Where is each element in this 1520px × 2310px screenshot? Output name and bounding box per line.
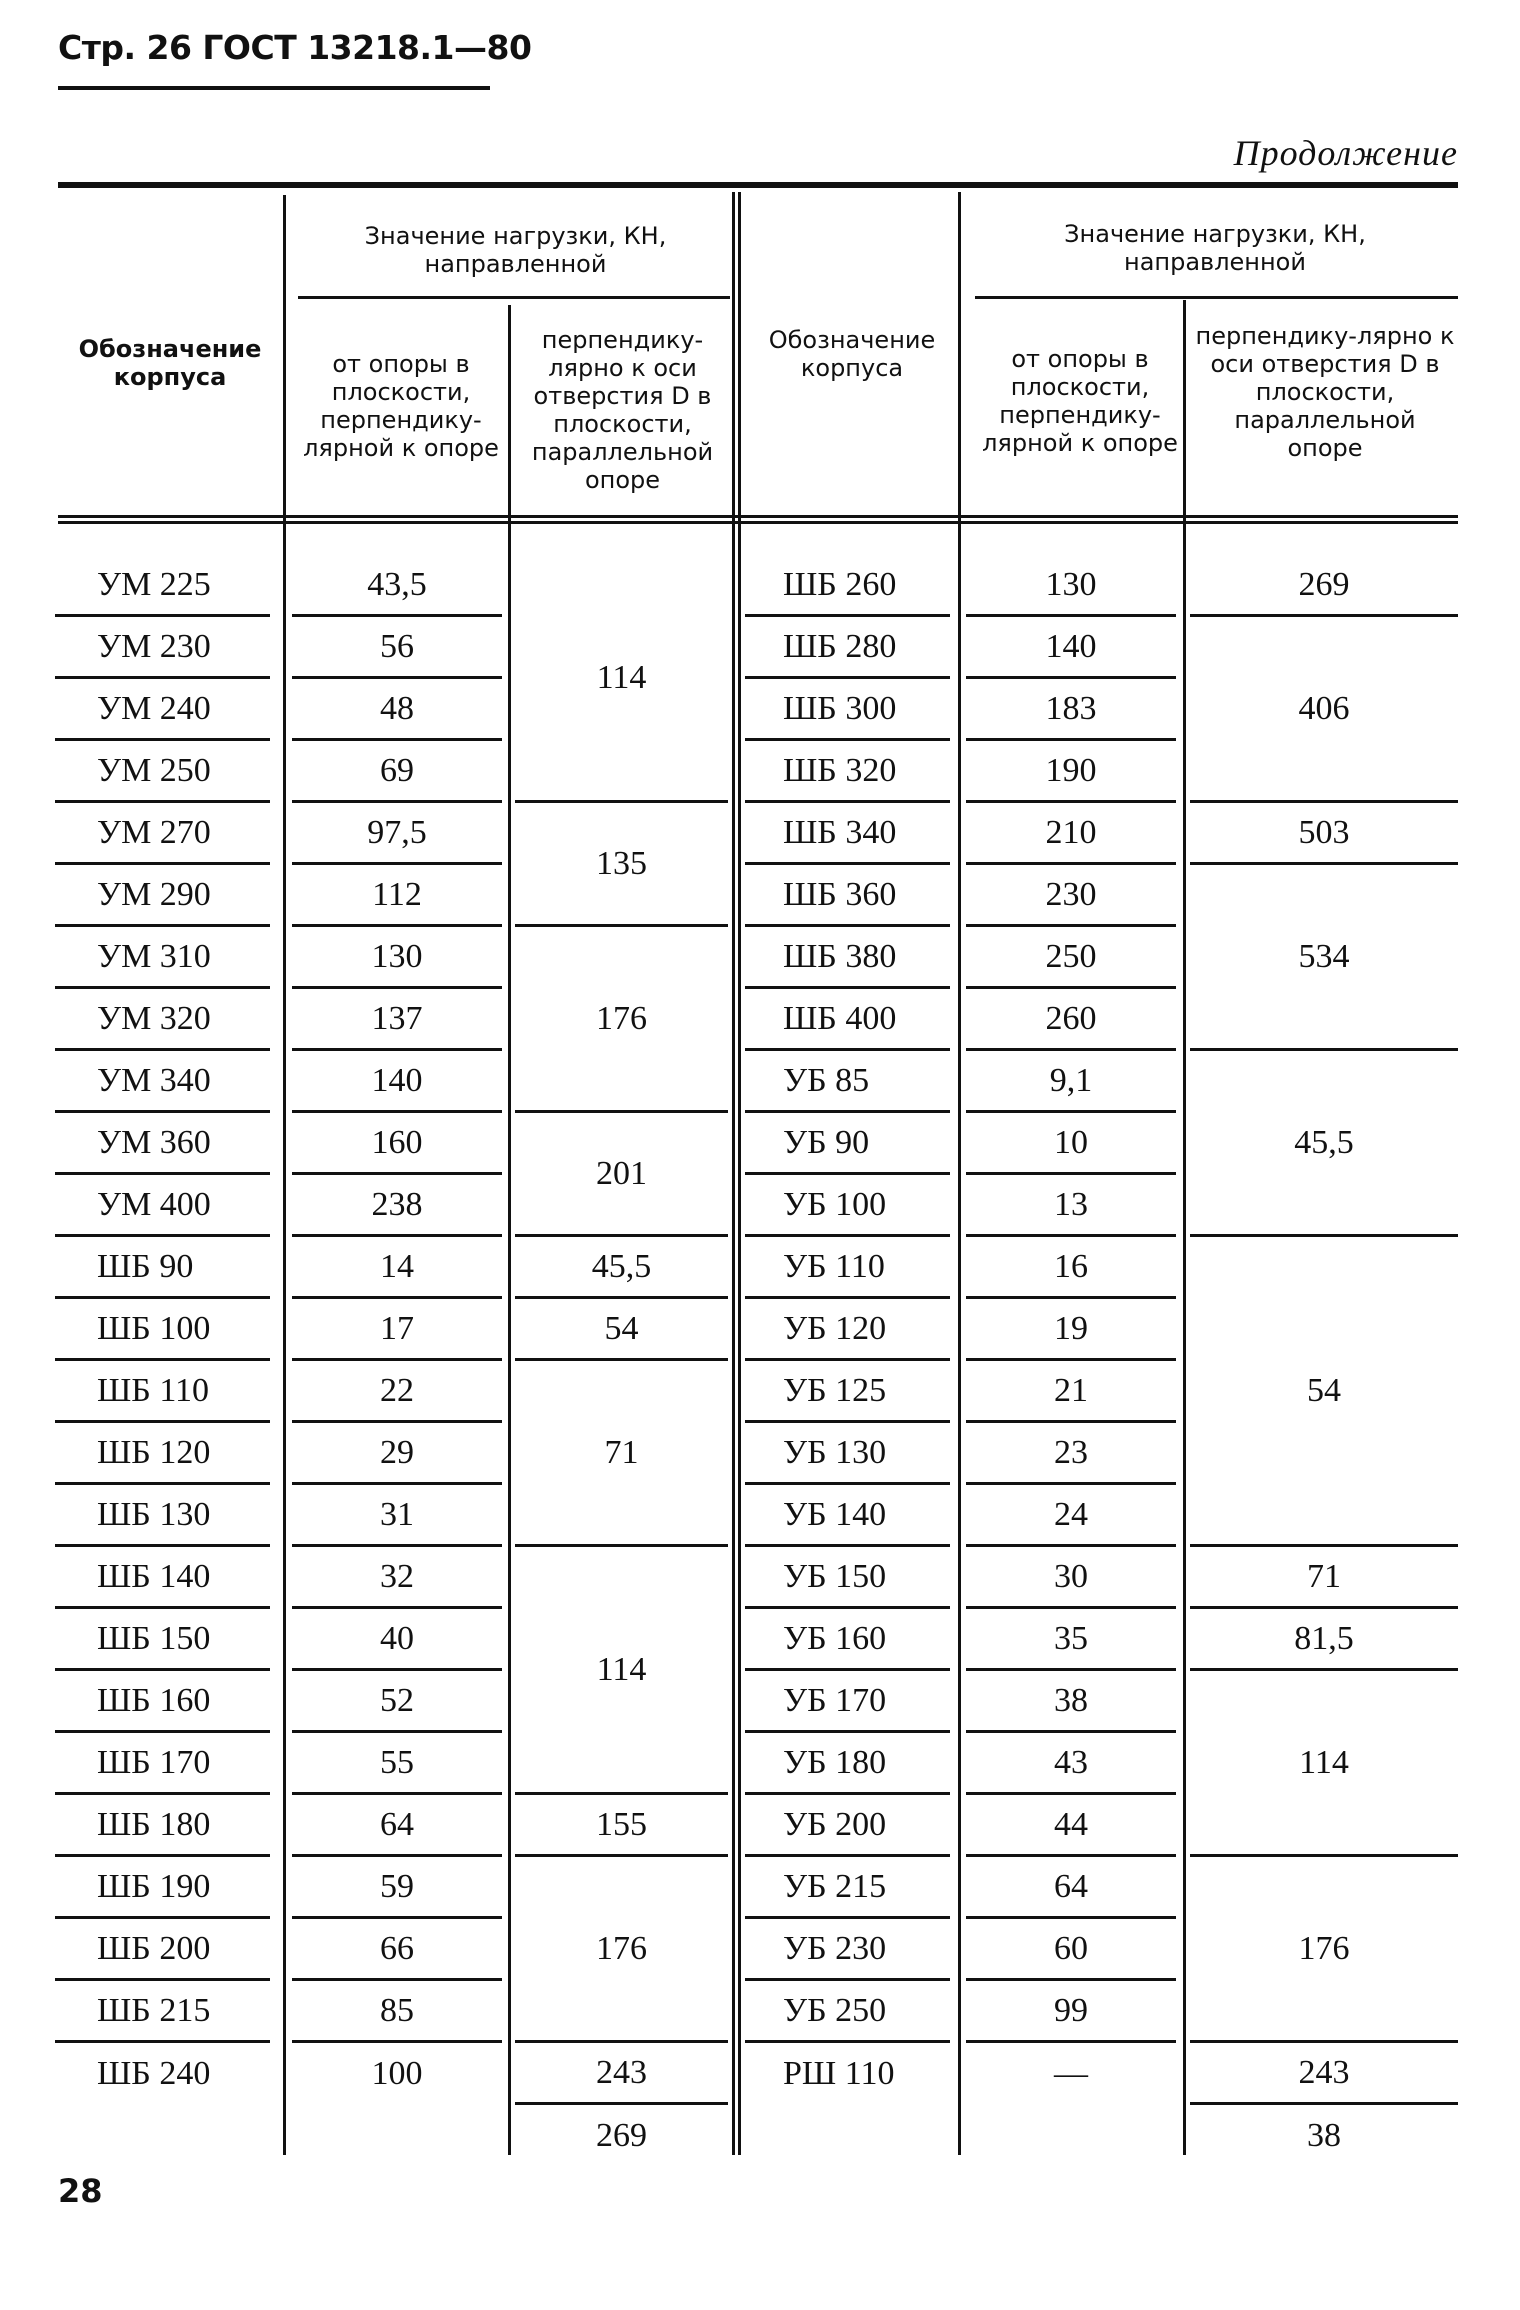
row-from-support: 32 (292, 1547, 502, 1609)
row-designation: УМ 340 (55, 1051, 270, 1113)
row-from-support: 30 (966, 1547, 1176, 1609)
row-designation: ШБ 380 (745, 927, 950, 989)
row-from-support: 9,1 (966, 1051, 1176, 1113)
row-designation: УБ 180 (745, 1733, 950, 1795)
row-designation: ШБ 240 (97, 2055, 211, 2092)
row-designation: ШБ 200 (55, 1919, 270, 1981)
row-perpendicular: 54 (1190, 1237, 1458, 1547)
row-from-support: 44 (966, 1795, 1176, 1857)
row-designation: УБ 250 (745, 1981, 950, 2043)
row-from-support: 22 (292, 1361, 502, 1423)
row-perpendicular: 503 (1190, 803, 1458, 865)
row-designation: ШБ 190 (55, 1857, 270, 1919)
row-from-support: 23 (966, 1423, 1176, 1485)
row-designation: ШБ 150 (55, 1609, 270, 1671)
row-from-support: 14 (292, 1237, 502, 1299)
row-perpendicular: 201 (515, 1113, 728, 1237)
col-divider-2 (508, 305, 511, 2155)
row-perpendicular: 81,5 (1190, 1609, 1458, 1671)
row-designation: ШБ 215 (55, 1981, 270, 2043)
row-from-support: 31 (292, 1485, 502, 1547)
row-from-support: 19 (966, 1299, 1176, 1361)
row-perpendicular: 243 (1190, 2043, 1458, 2105)
row-designation: ШБ 180 (55, 1795, 270, 1857)
row-designation: ШБ 170 (55, 1733, 270, 1795)
col-perpendicular-left: перпендику-лярно к оси отверстия D в плоскости, параллельной опоре (531, 326, 714, 494)
row-from-support: 56 (292, 617, 502, 679)
row-perpendicular: 406 (1190, 617, 1458, 803)
row-from-support: 260 (966, 989, 1176, 1051)
row-from-support: 35 (966, 1609, 1176, 1671)
row-perpendicular: 155 (515, 1795, 728, 1857)
row-from-support: 137 (292, 989, 502, 1051)
col-divider-1 (283, 195, 286, 2155)
row-from-support: 190 (966, 741, 1176, 803)
row-designation: ШБ 280 (745, 617, 950, 679)
row-from-support: 66 (292, 1919, 502, 1981)
row-designation: УБ 130 (745, 1423, 950, 1485)
row-designation: УБ 125 (745, 1361, 950, 1423)
row-perpendicular: 54 (515, 1299, 728, 1361)
row-from-support: 112 (292, 865, 502, 927)
row-designation: УМ 310 (55, 927, 270, 989)
row-from-support: 250 (966, 927, 1176, 989)
header-rule (58, 86, 490, 90)
row-perpendicular: 176 (515, 927, 728, 1113)
row-from-support: 40 (292, 1609, 502, 1671)
row-from-support: 13 (966, 1175, 1176, 1237)
row-from-support: 140 (966, 617, 1176, 679)
row-from-support: 17 (292, 1299, 502, 1361)
row-from-support: 43,5 (292, 555, 502, 617)
row-designation: ШБ 120 (55, 1423, 270, 1485)
row-from-support: 183 (966, 679, 1176, 741)
header-subdivider-left (298, 296, 730, 299)
row-perpendicular: 45,5 (515, 1237, 728, 1299)
row-perpendicular: 243 (515, 2043, 728, 2105)
page-header: Стр. 26 ГОСТ 13218.1—80 (58, 28, 532, 67)
row-perpendicular: 269 (596, 2117, 647, 2154)
row-perpendicular: 71 (1190, 1547, 1458, 1609)
col-perpendicular-right: перпендику-лярно к оси отверстия D в плоскости, параллельной опоре (1195, 322, 1455, 462)
row-designation: УМ 225 (55, 555, 270, 617)
row-from-support: 59 (292, 1857, 502, 1919)
row-from-support: 210 (966, 803, 1176, 865)
continuation-label: Продолжение (1233, 133, 1458, 173)
row-designation: ШБ 140 (55, 1547, 270, 1609)
row-designation: УМ 270 (55, 803, 270, 865)
row-from-support: 43 (966, 1733, 1176, 1795)
col-load-group-right: Значение нагрузки, КН, направленной (1064, 220, 1366, 276)
row-from-support: 24 (966, 1485, 1176, 1547)
page-number: 28 (58, 2172, 103, 2210)
row-designation: УБ 140 (745, 1485, 950, 1547)
col-divider-5 (1183, 300, 1186, 2155)
row-from-support: 69 (292, 741, 502, 803)
row-designation: УМ 240 (55, 679, 270, 741)
row-perpendicular: 176 (1190, 1857, 1458, 2043)
row-designation: УМ 360 (55, 1113, 270, 1175)
row-designation: УБ 200 (745, 1795, 950, 1857)
row-from-support: 64 (292, 1795, 502, 1857)
row-perpendicular: 114 (1190, 1671, 1458, 1857)
row-from-support: 97,5 (292, 803, 502, 865)
col-divider-center-b (738, 192, 741, 2155)
row-designation: УМ 250 (55, 741, 270, 803)
row-designation: ШБ 110 (55, 1361, 270, 1423)
row-from-support: 238 (292, 1175, 502, 1237)
row-designation: ШБ 130 (55, 1485, 270, 1547)
row-designation: УБ 100 (745, 1175, 950, 1237)
row-perpendicular: 38 (1307, 2117, 1341, 2154)
row-designation: УБ 230 (745, 1919, 950, 1981)
row-designation: УМ 320 (55, 989, 270, 1051)
col-designation-left: Обозначение корпуса (78, 335, 262, 391)
table-top-rule (58, 182, 1458, 188)
row-designation: УБ 160 (745, 1609, 950, 1671)
row-from-support: — (1054, 2055, 1088, 2092)
row-perpendicular: 45,5 (1190, 1051, 1458, 1237)
row-from-support: 130 (966, 555, 1176, 617)
row-perpendicular: 135 (515, 803, 728, 927)
col-divider-center-a (732, 192, 735, 2155)
col-from-support-left: от опоры в плоскости, перпендику-лярной к опоре (303, 350, 499, 462)
row-designation: УМ 290 (55, 865, 270, 927)
row-perpendicular: 114 (515, 555, 728, 803)
row-designation: УБ 120 (745, 1299, 950, 1361)
row-designation: УМ 400 (55, 1175, 270, 1237)
row-from-support: 64 (966, 1857, 1176, 1919)
row-from-support: 55 (292, 1733, 502, 1795)
row-from-support: 10 (966, 1113, 1176, 1175)
row-from-support: 60 (966, 1919, 1176, 1981)
row-designation: ШБ 340 (745, 803, 950, 865)
row-from-support: 52 (292, 1671, 502, 1733)
row-from-support: 16 (966, 1237, 1176, 1299)
row-from-support: 38 (966, 1671, 1176, 1733)
row-perpendicular: 534 (1190, 865, 1458, 1051)
row-from-support: 100 (371, 2055, 423, 2092)
row-designation: УБ 170 (745, 1671, 950, 1733)
row-designation: УБ 85 (745, 1051, 950, 1113)
row-designation: ШБ 160 (55, 1671, 270, 1733)
row-from-support: 230 (966, 865, 1176, 927)
col-load-group-left: Значение нагрузки, КН, направленной (364, 222, 667, 278)
row-from-support: 160 (292, 1113, 502, 1175)
row-from-support: 48 (292, 679, 502, 741)
header-double-rule (58, 515, 1458, 524)
row-from-support: 140 (292, 1051, 502, 1113)
row-designation: ШБ 360 (745, 865, 950, 927)
row-perpendicular: 176 (515, 1857, 728, 2043)
row-designation: ШБ 400 (745, 989, 950, 1051)
row-perpendicular: 114 (515, 1547, 728, 1795)
row-designation: ШБ 320 (745, 741, 950, 803)
row-designation: ШБ 260 (745, 555, 950, 617)
row-designation: УБ 150 (745, 1547, 950, 1609)
row-designation: УМ 230 (55, 617, 270, 679)
row-from-support: 130 (292, 927, 502, 989)
row-from-support: 85 (292, 1981, 502, 2043)
col-divider-4 (958, 192, 961, 2155)
row-designation: РШ 110 (783, 2055, 895, 2092)
row-designation: ШБ 300 (745, 679, 950, 741)
row-perpendicular: 269 (1190, 555, 1458, 617)
row-from-support: 99 (966, 1981, 1176, 2043)
row-designation: УБ 110 (745, 1237, 950, 1299)
col-from-support-right: от опоры в плоскости, перпендику-лярной к опоре (982, 345, 1178, 457)
header-subdivider-right (975, 296, 1458, 299)
row-designation: ШБ 100 (55, 1299, 270, 1361)
row-designation: УБ 215 (745, 1857, 950, 1919)
row-designation: ШБ 90 (55, 1237, 270, 1299)
row-from-support: 21 (966, 1361, 1176, 1423)
row-perpendicular: 71 (515, 1361, 728, 1547)
row-from-support: 29 (292, 1423, 502, 1485)
row-designation: УБ 90 (745, 1113, 950, 1175)
col-designation-right: Обозначение корпуса (768, 326, 936, 382)
